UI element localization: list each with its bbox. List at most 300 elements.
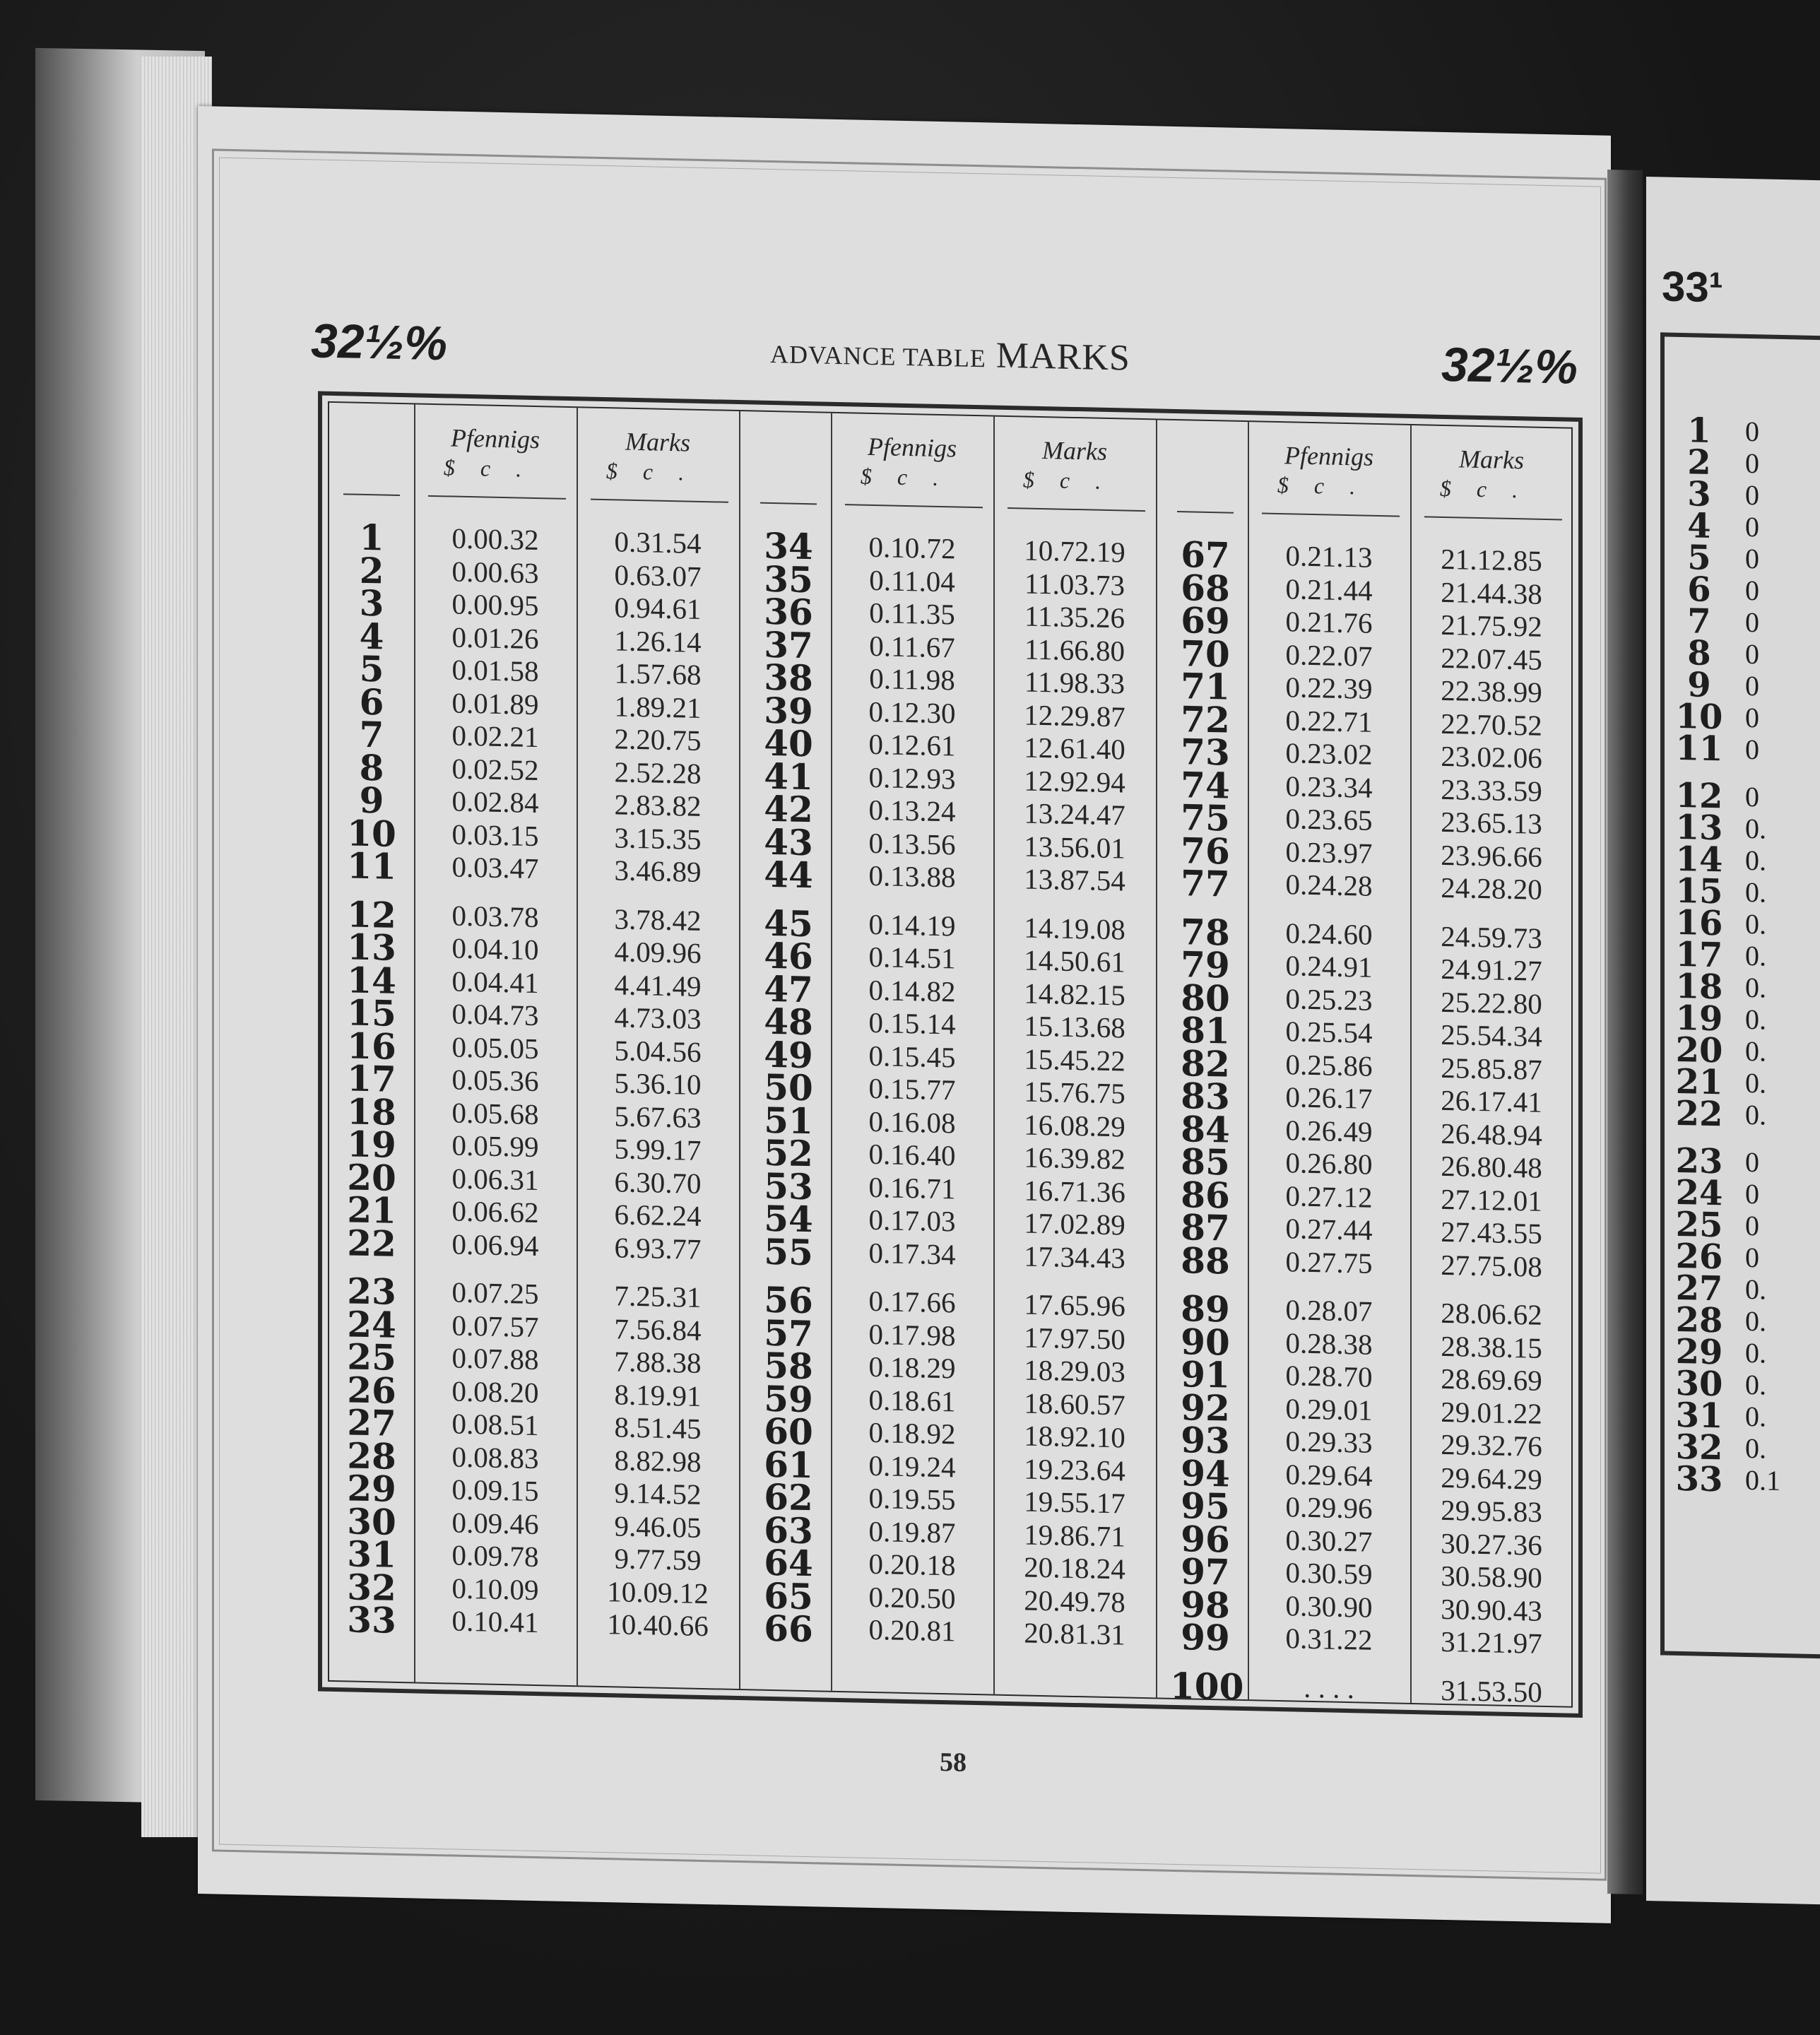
row-number: 5 bbox=[359, 647, 384, 690]
row-number: 38 bbox=[764, 656, 813, 700]
pfennigs-value: 0.15.77 bbox=[868, 1071, 956, 1107]
marks-value: 16.71.36 bbox=[1024, 1173, 1125, 1208]
marks-value: 1.57.68 bbox=[614, 656, 702, 691]
next-page-partial-value: 0 bbox=[1745, 542, 1759, 575]
pfennigs-value: 0.03.47 bbox=[451, 850, 539, 885]
next-page-partial-value: 0. bbox=[1745, 1098, 1766, 1131]
row-number: 62 bbox=[764, 1475, 813, 1519]
row-number: 58 bbox=[764, 1344, 813, 1388]
row-number: 10 bbox=[347, 811, 396, 855]
row-number: 66 bbox=[764, 1607, 813, 1651]
marks-value: 12.61.40 bbox=[1024, 731, 1125, 766]
next-page-row-number: 11 bbox=[1675, 728, 1723, 769]
marks-value: 6.62.24 bbox=[614, 1198, 702, 1232]
row-number: 18 bbox=[347, 1090, 396, 1133]
next-page-partial-value: 0 bbox=[1745, 478, 1759, 512]
next-page-row-number: 28 bbox=[1675, 1299, 1723, 1341]
marks-value: 14.19.08 bbox=[1024, 910, 1125, 945]
row-number: 7 bbox=[359, 713, 384, 756]
marks-value: 8.19.91 bbox=[614, 1377, 702, 1412]
next-page-partial-value: 0 bbox=[1745, 574, 1759, 607]
marks-value: 19.86.71 bbox=[1024, 1517, 1125, 1552]
row-number: 81 bbox=[1181, 1009, 1230, 1052]
row-number: 39 bbox=[764, 689, 813, 732]
marks-value: 22.70.52 bbox=[1441, 707, 1542, 742]
next-page-row-number: 16 bbox=[1675, 902, 1723, 944]
next-page-row-number: 12 bbox=[1675, 775, 1723, 817]
column-divider bbox=[739, 411, 740, 1689]
marks-value: 9.14.52 bbox=[614, 1476, 702, 1511]
row-number: 1 bbox=[359, 516, 384, 559]
book-gutter bbox=[1607, 170, 1643, 1894]
pfennigs-value: 0.25.23 bbox=[1285, 981, 1373, 1017]
marks-value: 18.60.57 bbox=[1024, 1386, 1125, 1421]
next-page-row-number: 22 bbox=[1675, 1093, 1723, 1135]
header-rule bbox=[845, 504, 983, 508]
pfennigs-value: 0.29.33 bbox=[1285, 1424, 1373, 1459]
marks-value: 21.12.85 bbox=[1441, 542, 1542, 577]
row-number: 17 bbox=[347, 1057, 396, 1100]
column-divider bbox=[831, 413, 832, 1691]
marks-value: 29.32.76 bbox=[1441, 1427, 1542, 1463]
row-number: 12 bbox=[347, 892, 396, 936]
pfennigs-value: 0.00.95 bbox=[451, 587, 539, 623]
header-rule bbox=[591, 499, 728, 503]
next-page-row-number: 32 bbox=[1675, 1427, 1723, 1468]
row-number: 54 bbox=[764, 1197, 813, 1241]
pfennigs-value: 0.00.63 bbox=[451, 555, 539, 589]
row-number: 56 bbox=[764, 1278, 813, 1322]
marks-value: 17.65.96 bbox=[1024, 1287, 1125, 1323]
currency-units: $c. bbox=[860, 463, 964, 491]
pfennigs-value: 0.25.54 bbox=[1285, 1015, 1373, 1049]
next-page-row-number: 9 bbox=[1687, 665, 1711, 705]
row-number: 47 bbox=[764, 967, 813, 1010]
pfennigs-value: 0.23.02 bbox=[1285, 736, 1373, 771]
row-number: 82 bbox=[1181, 1042, 1230, 1085]
pfennigs-header-label: Pfennigs bbox=[1284, 441, 1373, 471]
row-number: 24 bbox=[347, 1302, 396, 1346]
marks-column-header bbox=[1424, 445, 1559, 503]
next-page-partial-value: 0. bbox=[1745, 1034, 1766, 1068]
pfennigs-column-header bbox=[1262, 442, 1396, 500]
row-number: 72 bbox=[1181, 697, 1230, 741]
next-page-row-number: 30 bbox=[1675, 1363, 1723, 1405]
pfennigs-value: 0.18.92 bbox=[868, 1415, 956, 1451]
pfennigs-value: 0.28.38 bbox=[1285, 1326, 1373, 1361]
row-number: 30 bbox=[347, 1499, 396, 1543]
pfennigs-value: 0.24.60 bbox=[1285, 916, 1373, 951]
pfennigs-value: 0.11.98 bbox=[869, 661, 955, 697]
row-number: 69 bbox=[1181, 599, 1230, 642]
pfennigs-value: 0.04.10 bbox=[451, 931, 539, 967]
marks-value: 11.03.73 bbox=[1024, 567, 1125, 601]
row-number: 52 bbox=[764, 1131, 813, 1175]
pfennigs-value: 0.24.91 bbox=[1285, 949, 1373, 984]
pfennigs-value: 0.07.57 bbox=[451, 1309, 539, 1343]
pfennigs-value: 0.30.90 bbox=[1285, 1588, 1373, 1624]
row-number: 37 bbox=[764, 623, 813, 666]
currency-units: $c. bbox=[443, 454, 548, 483]
marks-value: 2.52.28 bbox=[614, 755, 702, 790]
row-number: 95 bbox=[1181, 1485, 1230, 1528]
marks-value: 31.21.97 bbox=[1441, 1624, 1542, 1660]
row-number: 53 bbox=[764, 1164, 813, 1208]
pfennigs-value: 0.16.40 bbox=[868, 1137, 956, 1172]
pfennigs-value: 0.23.97 bbox=[1285, 834, 1373, 870]
row-number: 6 bbox=[359, 680, 384, 724]
row-number: 41 bbox=[764, 755, 813, 798]
pfennigs-value: 0.06.94 bbox=[451, 1227, 539, 1262]
marks-value: 11.66.80 bbox=[1024, 632, 1125, 667]
pfennigs-value: 0.23.34 bbox=[1285, 769, 1373, 804]
next-page-row-number: 13 bbox=[1675, 807, 1723, 849]
pfennigs-value: 0.11.35 bbox=[869, 596, 955, 631]
conversion-table bbox=[318, 391, 1583, 1718]
next-page-row-number: 23 bbox=[1675, 1140, 1723, 1182]
next-page-row-number: 2 bbox=[1687, 442, 1711, 483]
next-page-partial-value: 0. bbox=[1745, 1432, 1766, 1465]
header-rule bbox=[343, 493, 400, 496]
pfennigs-column-header bbox=[428, 425, 562, 483]
header-rule bbox=[760, 502, 817, 505]
pfennigs-value: 0.18.61 bbox=[868, 1383, 956, 1417]
row-number: 74 bbox=[1181, 763, 1230, 807]
marks-value: 4.09.96 bbox=[614, 935, 702, 969]
pfennigs-value: 0.05.99 bbox=[451, 1128, 539, 1164]
row-number: 49 bbox=[764, 1033, 813, 1076]
marks-value: 15.13.68 bbox=[1024, 1009, 1125, 1044]
row-number: 46 bbox=[764, 934, 813, 978]
pfennigs-value: 0.22.07 bbox=[1285, 637, 1373, 673]
pfennigs-value: 0.17.34 bbox=[868, 1236, 956, 1270]
pfennigs-value: 0.01.89 bbox=[451, 686, 539, 721]
marks-value: 18.29.03 bbox=[1024, 1353, 1125, 1388]
row-number: 29 bbox=[347, 1467, 396, 1510]
next-page-row-number: 15 bbox=[1675, 871, 1723, 912]
pfennigs-value: 0.10.09 bbox=[451, 1571, 539, 1606]
pfennigs-value: 0.29.64 bbox=[1285, 1457, 1373, 1492]
next-page-partial-value: 0. bbox=[1745, 1368, 1766, 1401]
page-number: 58 bbox=[940, 1747, 967, 1778]
pfennigs-value: 0.20.50 bbox=[868, 1580, 956, 1615]
marks-value: 28.69.69 bbox=[1441, 1362, 1542, 1397]
marks-header-label: Marks bbox=[625, 427, 690, 457]
marks-header-label: Marks bbox=[1459, 444, 1524, 475]
marks-value: 0.63.07 bbox=[614, 558, 702, 593]
pfennigs-value: 0.25.86 bbox=[1285, 1047, 1373, 1083]
next-page-partial-value: 0 bbox=[1745, 780, 1759, 813]
header-rule bbox=[1008, 507, 1145, 512]
marks-value: 5.67.63 bbox=[614, 1099, 702, 1134]
row-number: 67 bbox=[1181, 533, 1230, 577]
pfennigs-value: 0.28.07 bbox=[1285, 1293, 1373, 1328]
marks-value: 10.09.12 bbox=[607, 1574, 709, 1610]
marks-value: 11.98.33 bbox=[1024, 665, 1125, 700]
next-page-percent: 33¹ bbox=[1662, 262, 1723, 312]
marks-value: 23.65.13 bbox=[1441, 805, 1542, 840]
pfennigs-value: 0.27.75 bbox=[1285, 1244, 1373, 1280]
pfennigs-column-header bbox=[845, 433, 979, 491]
marks-value: 17.97.50 bbox=[1024, 1320, 1125, 1355]
row-number: 45 bbox=[764, 902, 813, 945]
marks-value: 17.34.43 bbox=[1024, 1239, 1125, 1274]
row-number: 78 bbox=[1181, 910, 1230, 954]
column-divider bbox=[1248, 422, 1249, 1699]
next-page-row-number: 21 bbox=[1675, 1061, 1723, 1103]
next-page-row-number: 18 bbox=[1675, 966, 1723, 1008]
row-number: 35 bbox=[764, 558, 813, 601]
next-page-row-number: 8 bbox=[1687, 633, 1711, 673]
title-marks: MARKS bbox=[995, 335, 1130, 379]
row-number: 60 bbox=[764, 1410, 813, 1453]
marks-value: 7.25.31 bbox=[614, 1279, 702, 1314]
pfennigs-value: 0.02.21 bbox=[451, 719, 539, 754]
marks-value: 0.31.54 bbox=[614, 525, 702, 560]
title-advance-table: ADVANCE TABLE bbox=[770, 339, 986, 373]
pfennigs-value: 0.24.28 bbox=[1285, 868, 1373, 902]
marks-value: 11.35.26 bbox=[1024, 599, 1125, 635]
pfennigs-value: 0.28.70 bbox=[1285, 1359, 1373, 1393]
next-page-partial-value: 0. bbox=[1745, 1003, 1766, 1036]
pfennigs-value: 0.15.14 bbox=[868, 1005, 956, 1041]
pfennigs-value: 0.27.12 bbox=[1285, 1179, 1373, 1214]
marks-value: 13.56.01 bbox=[1024, 829, 1125, 864]
row-number: 86 bbox=[1181, 1173, 1230, 1217]
pfennigs-value: 0.16.08 bbox=[868, 1104, 956, 1139]
pfennigs-value: 0.06.62 bbox=[451, 1194, 539, 1229]
marks-value: 0.94.61 bbox=[614, 591, 702, 625]
pfennigs-value: 0.19.87 bbox=[868, 1514, 956, 1549]
marks-value: 1.89.21 bbox=[614, 689, 702, 724]
currency-units: $c. bbox=[1277, 472, 1381, 500]
next-page-partial-value: 0. bbox=[1745, 1304, 1766, 1338]
next-page-partial-value: 0. bbox=[1745, 971, 1766, 1004]
pfennigs-value: 0.10.41 bbox=[451, 1604, 539, 1639]
pfennigs-value: 0.17.98 bbox=[868, 1317, 956, 1352]
next-page-row-number: 1 bbox=[1687, 411, 1711, 451]
marks-value: 16.08.29 bbox=[1024, 1107, 1125, 1143]
next-page-partial-value: 0 bbox=[1745, 701, 1759, 734]
marks-value: 23.96.66 bbox=[1441, 838, 1542, 873]
pfennigs-value: 0.14.51 bbox=[868, 940, 956, 975]
pfennigs-value: 0.08.20 bbox=[451, 1374, 539, 1409]
marks-value: 24.59.73 bbox=[1441, 919, 1542, 955]
row-number: 8 bbox=[359, 746, 384, 789]
row-number: 25 bbox=[347, 1335, 396, 1379]
pfennigs-value: 0.13.88 bbox=[868, 859, 956, 894]
pfennigs-value: 0.26.17 bbox=[1285, 1080, 1373, 1115]
pfennigs-value: 0.17.66 bbox=[868, 1284, 956, 1319]
row-number: 75 bbox=[1181, 796, 1230, 839]
marks-value: 28.06.62 bbox=[1441, 1296, 1542, 1331]
row-number: 77 bbox=[1181, 862, 1230, 905]
row-number: 70 bbox=[1181, 632, 1230, 676]
row-number: 32 bbox=[347, 1565, 396, 1609]
marks-value: 29.01.22 bbox=[1441, 1395, 1542, 1430]
row-number: 48 bbox=[764, 1000, 813, 1044]
marks-value: 13.24.47 bbox=[1024, 796, 1125, 832]
next-page-partial-value: 0. bbox=[1745, 907, 1766, 940]
marks-value: 29.64.29 bbox=[1441, 1461, 1542, 1496]
marks-value: 19.55.17 bbox=[1024, 1485, 1125, 1520]
next-page-partial-value: 0 bbox=[1745, 1209, 1759, 1242]
next-page-row-number: 17 bbox=[1675, 934, 1723, 976]
column-divider bbox=[1410, 425, 1412, 1703]
row-number: 73 bbox=[1181, 731, 1230, 774]
marks-value: 5.04.56 bbox=[614, 1033, 702, 1068]
next-page-partial-value: 0. bbox=[1745, 1336, 1766, 1369]
row-number: 85 bbox=[1181, 1140, 1230, 1184]
next-page-partial-value: 0 bbox=[1745, 1241, 1759, 1274]
row-number: 63 bbox=[764, 1509, 813, 1552]
pfennigs-header-label: Pfennigs bbox=[868, 432, 957, 463]
marks-value: 31.53.50 bbox=[1441, 1673, 1542, 1709]
book-page bbox=[198, 106, 1611, 1923]
pfennigs-value: 0.08.51 bbox=[451, 1407, 539, 1442]
marks-value: 24.91.27 bbox=[1441, 952, 1542, 987]
marks-value: 14.82.15 bbox=[1024, 976, 1125, 1011]
currency-units: $c. bbox=[605, 458, 710, 486]
next-page-row-number: 14 bbox=[1675, 839, 1723, 880]
next-page-row-number: 5 bbox=[1687, 538, 1711, 578]
pfennigs-value: 0.19.55 bbox=[868, 1481, 956, 1516]
pfennigs-value: 0.29.01 bbox=[1285, 1391, 1373, 1427]
pfennigs-value: 0.10.72 bbox=[868, 530, 956, 565]
pfennigs-value: 0.21.13 bbox=[1285, 539, 1373, 574]
pfennigs-value: 0.09.78 bbox=[451, 1538, 539, 1574]
next-page-row-number: 3 bbox=[1687, 474, 1711, 514]
marks-value: 7.88.38 bbox=[614, 1345, 702, 1379]
percent-header-right: 32½% bbox=[1441, 337, 1578, 394]
marks-value: 22.38.99 bbox=[1441, 673, 1542, 709]
marks-value: 28.38.15 bbox=[1441, 1329, 1542, 1364]
marks-value: 4.41.49 bbox=[614, 967, 702, 1003]
row-number: 3 bbox=[359, 582, 384, 625]
marks-value: 27.43.55 bbox=[1441, 1215, 1542, 1250]
row-number: 87 bbox=[1181, 1206, 1230, 1249]
next-page-partial-value: 0 bbox=[1745, 669, 1759, 702]
currency-units: $c. bbox=[1439, 475, 1544, 503]
row-number: 59 bbox=[764, 1377, 813, 1420]
next-page-row-number: 29 bbox=[1675, 1331, 1723, 1373]
row-number: 55 bbox=[764, 1230, 813, 1273]
header-rule bbox=[1262, 513, 1400, 517]
pfennigs-value: 0.04.73 bbox=[451, 997, 539, 1032]
row-number: 98 bbox=[1181, 1583, 1230, 1627]
marks-value: 9.77.59 bbox=[614, 1542, 702, 1576]
pfennigs-value: 0.21.76 bbox=[1285, 605, 1373, 639]
pfennigs-value: 0.13.56 bbox=[868, 826, 956, 861]
row-number: 90 bbox=[1181, 1320, 1230, 1364]
marks-value: 21.75.92 bbox=[1441, 608, 1542, 643]
row-number: 22 bbox=[347, 1221, 396, 1265]
marks-value: 6.93.77 bbox=[614, 1230, 702, 1266]
pfennigs-value: 0.12.93 bbox=[868, 760, 956, 795]
marks-value: 16.39.82 bbox=[1024, 1140, 1125, 1176]
row-number: 34 bbox=[764, 524, 813, 568]
row-number: 44 bbox=[764, 853, 813, 897]
marks-value: 25.54.34 bbox=[1441, 1018, 1542, 1053]
pfennigs-value: 0.12.30 bbox=[868, 695, 956, 729]
next-page-partial-value: 0 bbox=[1745, 415, 1759, 448]
row-number: 26 bbox=[347, 1368, 396, 1412]
next-page-row-number: 7 bbox=[1687, 601, 1711, 642]
pfennigs-value: 0.05.68 bbox=[451, 1096, 539, 1131]
marks-value: 20.81.31 bbox=[1024, 1616, 1125, 1651]
pfennigs-value: 0.05.05 bbox=[451, 1030, 539, 1065]
row-number: 19 bbox=[347, 1123, 396, 1166]
row-number: 100 bbox=[1170, 1664, 1244, 1708]
pfennigs-header-label: Pfennigs bbox=[451, 423, 540, 454]
marks-value: 15.76.75 bbox=[1024, 1075, 1125, 1110]
next-page-partial-value: 0. bbox=[1745, 875, 1766, 909]
marks-value: 14.50.61 bbox=[1024, 943, 1125, 979]
pfennigs-value: 0.23.65 bbox=[1285, 802, 1373, 837]
pfennigs-value: 0.03.15 bbox=[451, 818, 539, 852]
next-page-row-number: 26 bbox=[1675, 1236, 1723, 1278]
row-number: 2 bbox=[359, 549, 384, 592]
header-rule bbox=[1424, 516, 1562, 520]
marks-value: 24.28.20 bbox=[1441, 871, 1542, 906]
next-page-partial bbox=[1646, 177, 1820, 1904]
marks-value: 26.48.94 bbox=[1441, 1116, 1542, 1152]
next-page-partial-value: 0. bbox=[1745, 812, 1766, 845]
row-number: 15 bbox=[347, 991, 396, 1034]
pfennigs-value: 0.26.80 bbox=[1285, 1146, 1373, 1181]
marks-value: 4.73.03 bbox=[614, 1001, 702, 1035]
marks-value: 12.92.94 bbox=[1024, 763, 1125, 798]
next-page-row-number: 20 bbox=[1675, 1030, 1723, 1071]
row-number: 76 bbox=[1181, 829, 1230, 873]
marks-value: 20.18.24 bbox=[1024, 1550, 1125, 1586]
next-page-row-number: 24 bbox=[1675, 1172, 1723, 1214]
marks-value: 7.56.84 bbox=[614, 1311, 702, 1347]
pfennigs-value: 0.21.44 bbox=[1285, 572, 1373, 607]
marks-value: 3.15.35 bbox=[614, 820, 702, 856]
pfennigs-value: 0.00.32 bbox=[451, 521, 539, 557]
next-page-partial-value: 0. bbox=[1745, 1273, 1766, 1306]
page-title bbox=[770, 330, 1130, 379]
row-number: 28 bbox=[347, 1434, 396, 1477]
marks-value: 27.12.01 bbox=[1441, 1182, 1542, 1217]
pfennigs-value: 0.15.45 bbox=[868, 1039, 956, 1073]
row-number: 94 bbox=[1181, 1451, 1230, 1495]
marks-value: 5.36.10 bbox=[614, 1066, 702, 1101]
pfennigs-value: 0.19.24 bbox=[868, 1449, 956, 1483]
marks-value: 8.51.45 bbox=[614, 1410, 702, 1445]
pfennigs-value: 0.30.27 bbox=[1285, 1523, 1373, 1558]
row-number: 36 bbox=[764, 590, 813, 634]
next-page-partial-value: 0 bbox=[1745, 447, 1759, 480]
pfennigs-value: 0.11.04 bbox=[869, 563, 955, 598]
pfennigs-value: 0.13.24 bbox=[868, 793, 956, 828]
marks-value: 1.26.14 bbox=[614, 623, 702, 659]
marks-value: 27.75.08 bbox=[1441, 1248, 1542, 1283]
next-page-partial-value: 0 bbox=[1745, 1145, 1759, 1179]
row-number: 51 bbox=[764, 1099, 813, 1142]
next-page-partial-value: 0. bbox=[1745, 1400, 1766, 1433]
marks-value: 30.90.43 bbox=[1441, 1592, 1542, 1627]
pfennigs-value: 0.05.36 bbox=[451, 1063, 539, 1098]
marks-value: 17.02.89 bbox=[1024, 1206, 1125, 1241]
row-number: 84 bbox=[1181, 1107, 1230, 1151]
next-page-partial-value: 0 bbox=[1745, 510, 1759, 543]
pfennigs-value: 0.14.19 bbox=[868, 907, 956, 942]
next-page-row-number: 10 bbox=[1675, 696, 1723, 738]
marks-value: 20.49.78 bbox=[1024, 1583, 1125, 1618]
conversion-table-inner bbox=[328, 401, 1573, 1708]
